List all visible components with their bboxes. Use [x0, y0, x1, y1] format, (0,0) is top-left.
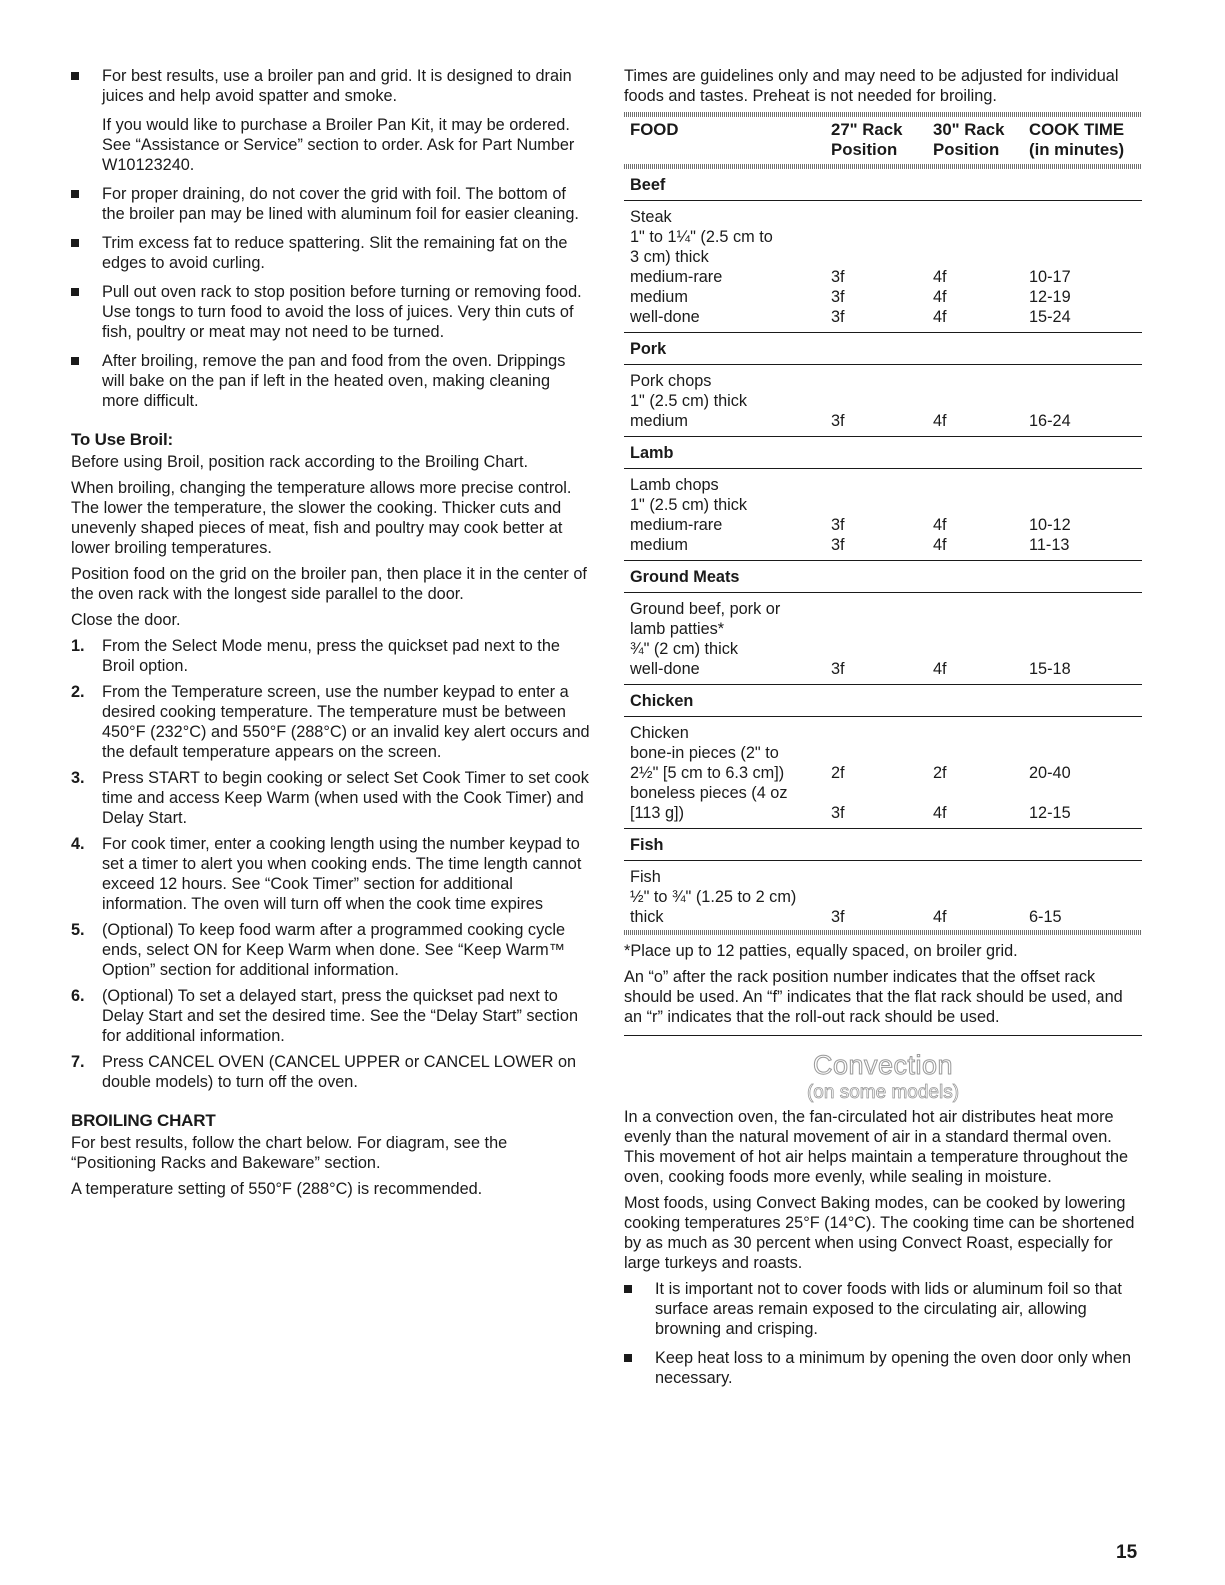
step-number: 1. — [71, 637, 85, 655]
cell-rack-27: 3f — [831, 536, 845, 554]
paragraph: When broiling, changing the temperature allows more precise control. The lower the temperature, the slower the cooking. Thicker cuts and unevenly shaped pieces of meat, fish and poultry may cook better at lower broiling temperatures. — [71, 479, 572, 557]
cell-rack-30: 4f — [933, 516, 947, 534]
paragraph: For best results, follow the chart below. For diagram, see the “Positioning Racks and Bakeware” section. — [71, 1134, 508, 1172]
cell-cook-time — [1029, 867, 1136, 887]
bullet-square-icon — [624, 1285, 632, 1293]
cell-cook-time: 10-17 — [1029, 268, 1071, 286]
cell-cook-time — [1029, 475, 1136, 495]
cell-food: medium — [630, 412, 688, 430]
step-text: Press START to begin cooking or select Set Cook Timer to set cook time and access Keep Warm (when used with the Cook Timer) and Delay Start. — [102, 769, 589, 827]
table-bottom-border — [624, 930, 1142, 935]
broiler-tips-list — [71, 66, 591, 411]
cell-rack-27: 3f — [831, 412, 845, 430]
table-row — [630, 599, 1136, 619]
cell-food: Chicken — [630, 724, 689, 742]
cell-rack-30 — [933, 723, 1029, 743]
cell-rack-27: 2f — [831, 764, 845, 782]
paragraph: In a convection oven, the fan-circulated hot air distributes heat more evenly than the natural movement of air in a standard thermal oven. This movement of hot air helps maintain a temperature throughout the oven, cooking foods more evenly, while sealing in moisture. — [624, 1108, 1129, 1186]
page-number: 15 — [1116, 1542, 1138, 1563]
step-number: 4. — [71, 835, 85, 853]
step-item — [71, 920, 591, 980]
header-cook-time-line1: COOK TIME — [1029, 120, 1125, 139]
cell-food: 1" to 1¼" (2.5 cm to — [630, 228, 773, 246]
cell-rack-27: 3f — [831, 308, 845, 326]
cell-rack-27 — [831, 867, 933, 887]
cell-rack-27 — [831, 639, 933, 659]
bullet-text: Pull out oven rack to stop position before turning or removing food. Use tongs to turn food to avoid the loss of juices. Very thin cuts of fish, poultry or meat may not need to be turned. — [102, 283, 582, 341]
cell-rack-30 — [933, 887, 1029, 907]
table-row — [630, 887, 1136, 907]
cell-cook-time — [1029, 723, 1136, 743]
header-rack-30-line1: 30" Rack — [933, 120, 1005, 139]
bullet-text: It is important not to cover foods with lids or aluminum foil so that surface areas remain exposed to the circulating air, allowing browning and crisping. — [655, 1280, 1122, 1338]
table-row — [630, 515, 1136, 535]
table-row — [630, 307, 1136, 327]
category-row: Pork — [624, 333, 1142, 365]
paragraph: Most foods, using Convect Baking modes, can be cooked by lowering cooking temperatures 25°F (14°C). The cooking time can be shortened by as much as 30 percent when using Convect Roast, especially for large turkeys and roasts. — [624, 1194, 1135, 1272]
cell-food: ½" to ¾" (1.25 to 2 cm) — [630, 888, 797, 906]
step-number: 7. — [71, 1053, 85, 1071]
cell-rack-30: 4f — [933, 412, 947, 430]
header-rack-30-line2: Position — [933, 140, 1000, 159]
table-row — [630, 495, 1136, 515]
convection-heading: Convection — [812, 1050, 954, 1080]
header-food: FOOD — [630, 120, 679, 139]
cell-food: medium — [630, 536, 688, 554]
header-rack-30 — [933, 120, 1029, 160]
cell-food: 1" (2.5 cm) thick — [630, 496, 748, 514]
cell-cook-time — [1029, 495, 1136, 515]
cell-food: Pork chops — [630, 372, 712, 390]
cell-rack-30: 4f — [933, 804, 947, 822]
cell-rack-27 — [831, 495, 933, 515]
list-item — [71, 184, 591, 224]
cell-rack-30: 4f — [933, 908, 947, 926]
bullet-square-icon — [71, 357, 79, 365]
cell-rack-30 — [933, 247, 1029, 267]
category-items — [624, 717, 1142, 829]
broil-steps-list — [71, 636, 591, 1092]
cell-rack-27 — [831, 391, 933, 411]
cell-cook-time: 15-24 — [1029, 308, 1071, 326]
step-number: 5. — [71, 921, 85, 939]
table-row — [630, 907, 1136, 927]
cell-cook-time — [1029, 743, 1136, 763]
cell-food: Steak — [630, 208, 672, 226]
table-body — [624, 169, 1142, 930]
cell-rack-27 — [831, 371, 933, 391]
bullet-subtext: If you would like to purchase a Broiler Pan Kit, it may be ordered. See “Assistance or Service” section to order. Ask for Part Number W10123240. — [102, 116, 575, 174]
step-number: 6. — [71, 987, 85, 1005]
bullet-text: Trim excess fat to reduce spattering. Slit the remaining fat on the edges to avoid curling. — [102, 234, 568, 272]
bullet-square-icon — [71, 72, 79, 80]
table-row — [630, 411, 1136, 431]
cell-rack-30 — [933, 391, 1029, 411]
cell-cook-time: 16-24 — [1029, 412, 1071, 430]
paragraph: Position food on the grid on the broiler pan, then place it in the center of the oven rack with the longest side parallel to the door. — [71, 565, 587, 603]
table-row — [630, 371, 1136, 391]
category-items — [624, 201, 1142, 333]
cell-cook-time: 20-40 — [1029, 764, 1071, 782]
cell-rack-30 — [933, 227, 1029, 247]
step-text: (Optional) To keep food warm after a programmed cooking cycle ends, select ON for Keep Warm when done. See “Keep Warm™ Option” section for additional information. — [102, 921, 566, 979]
cell-cook-time — [1029, 599, 1136, 619]
cell-rack-30 — [933, 599, 1029, 619]
cell-food: well-done — [630, 660, 700, 678]
category-row: Ground Meats — [624, 561, 1142, 593]
cell-rack-30: 4f — [933, 660, 947, 678]
cell-food: boneless pieces (4 oz — [630, 784, 788, 802]
cell-rack-27: 3f — [831, 288, 845, 306]
convection-subheading: (on some models) — [806, 1082, 960, 1103]
cell-cook-time: 12-19 — [1029, 288, 1071, 306]
step-text: From the Select Mode menu, press the quickset pad next to the Broil option. — [102, 637, 560, 675]
category-items — [624, 469, 1142, 561]
paragraph: Close the door. — [71, 611, 181, 629]
cell-rack-30: 4f — [933, 536, 947, 554]
cell-rack-30 — [933, 495, 1029, 515]
paragraph: Before using Broil, position rack according to the Broiling Chart. — [71, 453, 529, 471]
cell-food: Fish — [630, 868, 661, 886]
list-item — [71, 351, 591, 411]
list-item — [71, 66, 591, 175]
cell-rack-30 — [933, 639, 1029, 659]
cell-food: medium — [630, 288, 688, 306]
table-row — [630, 267, 1136, 287]
to-use-broil-heading: To Use Broil: — [71, 430, 173, 449]
cell-rack-27 — [831, 227, 933, 247]
step-item — [71, 768, 591, 828]
bullet-square-icon — [624, 1354, 632, 1362]
left-column — [71, 66, 591, 1205]
cell-rack-27: 3f — [831, 268, 845, 286]
step-text: Press CANCEL OVEN (CANCEL UPPER or CANCEL LOWER on double models) to turn off the oven. — [102, 1053, 577, 1091]
step-item — [71, 1052, 591, 1092]
cell-cook-time — [1029, 371, 1136, 391]
cell-food: Ground beef, pork or — [630, 600, 781, 618]
bullet-text: Keep heat loss to a minimum by opening the oven door only when necessary. — [655, 1349, 1132, 1387]
header-cook-time — [1029, 120, 1136, 160]
category-row: Lamb — [624, 437, 1142, 469]
cell-cook-time — [1029, 619, 1136, 639]
list-item — [71, 233, 591, 273]
cell-rack-27 — [831, 887, 933, 907]
step-item — [71, 682, 591, 762]
cell-food: thick — [630, 908, 664, 926]
table-row — [630, 763, 1136, 783]
cell-cook-time: 11-13 — [1029, 536, 1070, 554]
cell-cook-time — [1029, 639, 1136, 659]
cell-food: ¾" (2 cm) thick — [630, 640, 739, 658]
table-row — [630, 639, 1136, 659]
category-items — [624, 861, 1142, 930]
chart-intro: Times are guidelines only and may need to be adjusted for individual foods and tastes. Preheat is not needed for broiling. — [624, 67, 1119, 105]
table-row — [630, 247, 1136, 267]
bullet-text: For best results, use a broiler pan and grid. It is designed to drain juices and help avoid spatter and smoke. — [102, 67, 572, 105]
cell-rack-27 — [831, 723, 933, 743]
cell-rack-30: 4f — [933, 308, 947, 326]
cell-food: 2½" [5 cm to 6.3 cm]) — [630, 764, 785, 782]
table-row — [630, 535, 1136, 555]
cell-rack-27: 3f — [831, 908, 845, 926]
bullet-square-icon — [71, 288, 79, 296]
broiling-chart-table — [624, 112, 1142, 935]
list-item — [624, 1348, 1142, 1388]
step-number: 3. — [71, 769, 85, 787]
step-text: (Optional) To set a delayed start, press the quickset pad next to Delay Start and set the desired time. See the “Delay Start” section for additional information. — [102, 987, 579, 1045]
table-row — [630, 783, 1136, 803]
cell-food: Lamb chops — [630, 476, 719, 494]
header-rack-27-line1: 27" Rack — [831, 120, 903, 139]
cell-rack-30: 4f — [933, 268, 947, 286]
cell-rack-27 — [831, 619, 933, 639]
cell-rack-27 — [831, 247, 933, 267]
cell-cook-time — [1029, 887, 1136, 907]
cell-rack-27 — [831, 207, 933, 227]
cell-rack-30 — [933, 619, 1029, 639]
bullet-square-icon — [71, 239, 79, 247]
patties-footnote: *Place up to 12 patties, equally spaced, on broiler grid. — [624, 942, 1018, 960]
header-rack-27-line2: Position — [831, 140, 898, 159]
cell-food: lamb patties* — [630, 620, 725, 638]
category-items — [624, 593, 1142, 685]
cell-rack-30 — [933, 371, 1029, 391]
cell-rack-30 — [933, 207, 1029, 227]
step-text: From the Temperature screen, use the number keypad to enter a desired cooking temperature. The temperature must be between 450°F (232°C) and 550°F (288°C) or an invalid key alert occurs and the default temperature appears on the screen. — [102, 683, 590, 761]
table-row — [630, 723, 1136, 743]
cell-food: 3 cm) thick — [630, 248, 709, 266]
cell-rack-30 — [933, 783, 1029, 803]
table-row — [630, 227, 1136, 247]
cell-rack-30 — [933, 867, 1029, 887]
step-item — [71, 636, 591, 676]
category-row: Fish — [624, 829, 1142, 861]
cell-food: 1" (2.5 cm) thick — [630, 392, 748, 410]
table-header-row — [624, 117, 1142, 164]
table-row — [630, 619, 1136, 639]
right-column — [624, 66, 1142, 1397]
step-item — [71, 834, 591, 914]
cell-food: bone-in pieces (2" to — [630, 744, 779, 762]
list-item — [624, 1279, 1142, 1339]
cell-food: medium-rare — [630, 268, 723, 286]
bullet-square-icon — [71, 190, 79, 198]
paragraph: A temperature setting of 550°F (288°C) is recommended. — [71, 1180, 483, 1198]
broiling-chart-heading: BROILING CHART — [71, 1111, 216, 1130]
cell-food: well-done — [630, 308, 700, 326]
cell-cook-time: 6-15 — [1029, 908, 1062, 926]
cell-cook-time: 10-12 — [1029, 516, 1071, 534]
bullet-text: For proper draining, do not cover the grid with foil. The bottom of the broiler pan may be lined with aluminum foil for easier cleaning. — [102, 185, 579, 223]
cell-food: [113 g]) — [630, 804, 685, 822]
cell-rack-30: 4f — [933, 288, 947, 306]
bullet-text: After broiling, remove the pan and food from the oven. Drippings will bake on the pan if left in the heated oven, making cleaning more difficult. — [102, 352, 566, 410]
table-row — [630, 287, 1136, 307]
cell-rack-30 — [933, 743, 1029, 763]
cell-cook-time — [1029, 247, 1136, 267]
table-row — [630, 207, 1136, 227]
cell-cook-time — [1029, 391, 1136, 411]
table-row — [630, 391, 1136, 411]
table-row — [630, 475, 1136, 495]
cell-rack-27 — [831, 475, 933, 495]
cell-rack-27: 3f — [831, 804, 845, 822]
cell-food: medium-rare — [630, 516, 723, 534]
cell-rack-30: 2f — [933, 764, 947, 782]
cell-cook-time: 12-15 — [1029, 804, 1071, 822]
cell-rack-27: 3f — [831, 516, 845, 534]
step-item — [71, 986, 591, 1046]
table-row — [630, 659, 1136, 679]
list-item — [71, 282, 591, 342]
rack-letter-note: An “o” after the rack position number indicates that the offset rack should be used. An “f” indicates that the flat rack should be used, and an “r” indicates that the roll-out rack should be used. — [624, 968, 1123, 1026]
step-text: For cook timer, enter a cooking length using the number keypad to set a timer to alert you when cooking ends. The time length cannot exceed 12 hours. See “Cook Timer” section for additional information. The oven will turn off when the cook time expires — [102, 835, 582, 913]
category-row: Chicken — [624, 685, 1142, 717]
table-row — [630, 867, 1136, 887]
step-number: 2. — [71, 683, 85, 701]
cell-rack-30 — [933, 475, 1029, 495]
cell-cook-time — [1029, 227, 1136, 247]
category-row: Beef — [624, 169, 1142, 201]
header-cook-time-line2: (in minutes) — [1029, 140, 1125, 159]
cell-rack-27 — [831, 783, 933, 803]
section-divider — [624, 1035, 1142, 1036]
cell-rack-27: 3f — [831, 660, 845, 678]
cell-cook-time — [1029, 207, 1136, 227]
cell-rack-27 — [831, 743, 933, 763]
cell-rack-27 — [831, 599, 933, 619]
table-row — [630, 743, 1136, 763]
table-row — [630, 803, 1136, 823]
cell-cook-time: 15-18 — [1029, 660, 1071, 678]
cell-cook-time — [1029, 783, 1136, 803]
convection-tips-list — [624, 1279, 1142, 1388]
header-rack-27 — [831, 120, 933, 160]
category-items — [624, 365, 1142, 437]
